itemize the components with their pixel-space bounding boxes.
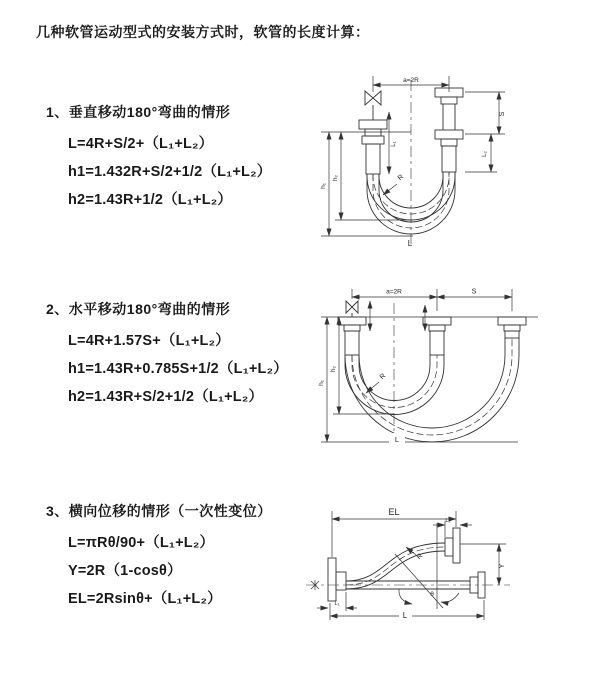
section-vertical-movement bbox=[46, 102, 271, 214]
radius-label: R bbox=[396, 173, 406, 183]
dim-label-y: Y bbox=[499, 563, 506, 569]
angle-theta-label: θ bbox=[430, 591, 434, 598]
dim-label-s: S bbox=[471, 288, 477, 296]
radius-label: R bbox=[378, 372, 388, 382]
length-label: L bbox=[394, 435, 400, 444]
dim-label-h2: h₂ bbox=[330, 365, 337, 373]
formula-el: EL=2Rsinθ+（L₁+L₂） bbox=[68, 591, 222, 607]
section-2-heading: 2、水平移动180°弯曲的情形 bbox=[46, 301, 231, 317]
section-3-heading: 3、横向位移的情形（一次性变位） bbox=[46, 503, 272, 519]
section-lateral-displacement bbox=[46, 501, 272, 613]
page-title: 几种软管运动型式的安装方式时，软管的长度计算： bbox=[36, 24, 370, 40]
formula-length: L=4R+S/2+（L₁+L₂） bbox=[68, 136, 214, 152]
dim-label-l1: L₁ bbox=[391, 141, 397, 147]
diagram-horizontal-180-bend bbox=[313, 281, 598, 453]
section-1-heading: 1、垂直移动180°弯曲的情形 bbox=[46, 104, 231, 120]
dim-label-h2: h₂ bbox=[332, 174, 339, 182]
length-label: L bbox=[402, 611, 408, 620]
formula-h1: h1=1.43R+0.785S+1/2（L₁+L₂） bbox=[68, 361, 288, 377]
dim-label-a2r: a=2R bbox=[386, 288, 402, 296]
diagram-lateral-displacement bbox=[298, 497, 598, 657]
dim-label-l2: L₂ bbox=[445, 518, 451, 524]
diagram-2-linework bbox=[321, 289, 538, 444]
dim-label-a2r: a=2R bbox=[403, 77, 419, 84]
section-horizontal-movement bbox=[46, 299, 288, 411]
formula-y: Y=2R（1-cosθ） bbox=[68, 563, 182, 579]
diagram-vertical-180-bend bbox=[313, 68, 598, 263]
formula-h2: h2=1.43R+S/2+1/2（L₁+L₂） bbox=[68, 389, 264, 405]
dim-label-h1: h₁ bbox=[320, 183, 327, 189]
dim-label-h1: h₁ bbox=[318, 380, 325, 386]
radius-label: R bbox=[415, 552, 425, 562]
formula-length: L=4R+1.57S+（L₁+L₂） bbox=[68, 333, 230, 349]
formula-length: L=πRθ/90+（L₁+L₂） bbox=[68, 535, 215, 551]
dim-label-s: S bbox=[499, 111, 506, 117]
formula-h1: h1=1.432R+S/2+1/2（L₁+L₂） bbox=[68, 164, 272, 180]
dim-label-el: EL bbox=[388, 507, 400, 517]
dim-label-l1: L₁ bbox=[334, 601, 340, 607]
length-label: L bbox=[407, 239, 413, 248]
diagram-1-linework bbox=[321, 76, 505, 244]
dim-label-l2: L₂ bbox=[482, 151, 488, 157]
formula-h2: h2=1.43R+1/2（L₁+L₂） bbox=[68, 192, 233, 208]
